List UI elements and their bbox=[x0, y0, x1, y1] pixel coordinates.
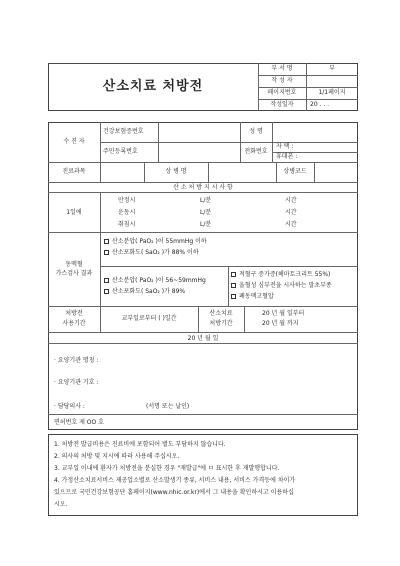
therapy-period-label-line2: 처방기간 bbox=[209, 320, 233, 327]
name-label: 성 명 bbox=[249, 128, 263, 135]
department-label: 진료과목 bbox=[62, 168, 86, 175]
note-item: 시오. bbox=[54, 501, 68, 508]
daily-label: 1일에 bbox=[66, 209, 82, 216]
sleep-unit: L/분 bbox=[200, 221, 212, 228]
exercise-state: 운동시 bbox=[118, 209, 136, 216]
abg-option[interactable]: 산소분압( PaO₂ )이 56~59mmHg bbox=[104, 278, 206, 284]
note-item: 3. 교부일 이내에 환자가 처방전을 분실한 경우 "재발급"에 ㅁ 표시한 후 재발행합니다. bbox=[54, 465, 280, 472]
checkbox[interactable] bbox=[231, 294, 236, 299]
rest-unit: L/분 bbox=[200, 197, 212, 204]
disease-name-label: 상 병 명 bbox=[165, 168, 187, 175]
abg-option[interactable]: 산소분압( PaO₂ )이 55mmHg 이하 bbox=[104, 239, 207, 245]
license-number: 면허번호 제 OO 호 bbox=[54, 419, 104, 426]
usage-period-label-line1: 처방전 bbox=[65, 310, 83, 317]
therapy-period-label-line1: 산소치료 bbox=[209, 310, 233, 317]
checkbox[interactable] bbox=[231, 272, 236, 277]
note-item: 있으므로 국민건강보험공단 홈페이지(www.nhic.or.kr)에서 그 내용을 확인하시고 이용하십 bbox=[54, 489, 294, 496]
abg-extra-option[interactable]: 폐동맥고혈압 bbox=[231, 294, 274, 300]
abg-option[interactable]: 산소포화도( SaO₂ )가 88% 이하 bbox=[104, 250, 199, 256]
usage-period-value[interactable]: 교부일로부터 ( )일간 bbox=[121, 315, 177, 322]
page-number-value: 1/1페이지 bbox=[318, 89, 346, 96]
phone-label: 전화번호 bbox=[244, 148, 268, 155]
dept-label: 부 서 명 bbox=[271, 65, 293, 72]
note-item: 1. 처방전 발급비용은 진료비에 포함되어 별도 부담하지 않습니다. bbox=[54, 441, 226, 448]
signature-placeholder[interactable]: (서명 또는 날인) bbox=[146, 403, 190, 410]
dept-value: 부 bbox=[329, 65, 335, 72]
resident-number-field[interactable] bbox=[159, 143, 239, 161]
page-number-label: 페이지번호 bbox=[267, 89, 297, 96]
doctor-label: · 담당의사 : bbox=[54, 403, 85, 410]
checkbox[interactable] bbox=[104, 289, 109, 294]
mobile-phone-label: 휴대폰 : bbox=[276, 153, 298, 160]
therapy-period-to[interactable]: 20 년 월 까지 bbox=[262, 320, 299, 327]
disease-code-label: 상병코드 bbox=[283, 168, 307, 175]
rest-time: 시간 bbox=[285, 197, 297, 204]
date-label: 작성일자 bbox=[270, 101, 294, 108]
abg-label-line2: 가스검사 결과 bbox=[55, 270, 93, 277]
rest-state: 안정시 bbox=[118, 197, 136, 204]
resident-number-label: 주민등록번호 bbox=[103, 148, 138, 155]
exercise-unit: L/분 bbox=[200, 209, 212, 216]
institution-code-label: · 요양기관 기호 : bbox=[54, 379, 99, 386]
recipient-label: 수 진 자 bbox=[63, 138, 85, 145]
note-item: 4. 가정산소치료서비스 제공업소별로 산소발생기 종류, 서비스 내용, 서비스 가격등에 차이가 bbox=[54, 477, 296, 484]
page-title: 산소치료 처방전 bbox=[102, 79, 204, 94]
checkbox[interactable] bbox=[104, 250, 109, 255]
abg-extra-option[interactable]: 적혈구 증가증(헤마토크리트 55%) bbox=[231, 272, 330, 278]
abg-extra-option[interactable]: 울혈성 심부전을 시사하는 말초부종 bbox=[231, 283, 332, 289]
name-field[interactable] bbox=[273, 123, 357, 141]
exercise-time: 시간 bbox=[285, 209, 297, 216]
sleep-state: 취침시 bbox=[118, 221, 136, 228]
institution-name-label: · 요양기관 명칭 : bbox=[54, 357, 99, 364]
home-phone-label: 자 택 : bbox=[276, 143, 294, 150]
rx-section-title: 산 소 처 방 지 시 사 항 bbox=[173, 184, 233, 191]
issue-date: 20 년 월 일 bbox=[187, 335, 219, 342]
insurance-number-field[interactable] bbox=[159, 123, 239, 141]
therapy-period-from[interactable]: 20 년 월 일부터 bbox=[262, 310, 305, 317]
institution-name-field[interactable] bbox=[112, 354, 312, 366]
note-item: 2. 의사의 처방 및 지시에 따라 사용해 주십시오. bbox=[54, 453, 180, 460]
insurance-number-label: 건강보험증번호 bbox=[103, 128, 144, 135]
abg-label-line1: 동맥혈 bbox=[65, 261, 83, 268]
institution-code-field[interactable] bbox=[112, 376, 312, 388]
checkbox[interactable] bbox=[231, 283, 236, 288]
usage-period-label-line2: 사용기간 bbox=[62, 320, 86, 327]
checkbox[interactable] bbox=[104, 278, 109, 283]
sleep-time: 시간 bbox=[285, 221, 297, 228]
date-value: 20 . . . bbox=[310, 101, 330, 108]
checkbox[interactable] bbox=[104, 239, 109, 244]
author-label: 작 성 자 bbox=[271, 77, 293, 84]
abg-option[interactable]: 산소포화도( SaO₂ )가 89% bbox=[104, 289, 185, 295]
